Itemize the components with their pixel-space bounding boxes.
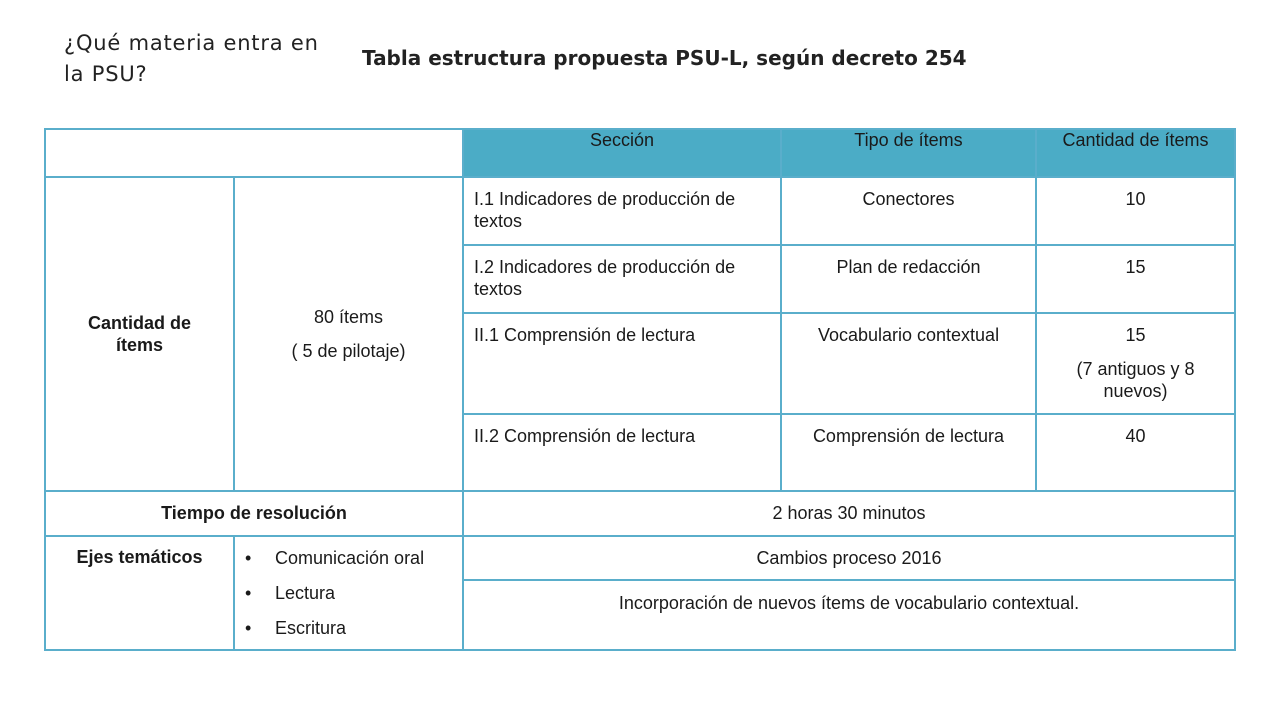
time-value: 2 horas 30 minutos (463, 491, 1235, 536)
changes-title: Cambios proceso 2016 (463, 536, 1235, 580)
table-header-row (45, 129, 1235, 177)
section-cell: I.1 Indicadores de producción de textos (463, 177, 781, 245)
cantidad-items-label-text: Cantidad de ítems (87, 313, 191, 355)
quantity-value: 40 (1125, 426, 1146, 446)
total-items: 80 ítems (313, 307, 384, 327)
header-seccion: Sección (463, 129, 781, 177)
time-row (45, 491, 1235, 536)
type-cell: Conectores (781, 177, 1036, 245)
axes-label: Ejes temáticos (45, 536, 234, 650)
list-item: • Comunicación oral (275, 547, 462, 569)
changes-text: Incorporación de nuevos ítems de vocabulario contextual. (463, 580, 1235, 650)
header-cantidad-items: Cantidad de ítems (1036, 129, 1235, 177)
slide-question: ¿Qué materia entra en la PSU? (64, 31, 319, 86)
header-empty-cell (45, 129, 463, 177)
quantity-cell (1036, 245, 1235, 313)
axes-list (235, 537, 462, 639)
table-row (45, 177, 1235, 245)
header-tipo-items: Tipo de ítems (781, 129, 1036, 177)
type-cell: Comprensión de lectura (781, 414, 1036, 491)
section-cell: I.2 Indicadores de producción de textos (463, 245, 781, 313)
section-cell: II.1 Comprensión de lectura (463, 313, 781, 414)
pilot-items: ( 5 de pilotaje) (291, 341, 406, 361)
quantity-note: (7 antiguos y 8 nuevos) (1076, 359, 1195, 401)
time-label: Tiempo de resolución (45, 491, 463, 536)
axes-list-cell (234, 536, 463, 650)
list-item: • Escritura (275, 617, 462, 639)
table-caption: Tabla estructura propuesta PSU-L, según decreto 254 (362, 46, 967, 70)
section-cell: II.2 Comprensión de lectura (463, 414, 781, 491)
total-items-cell (234, 177, 463, 491)
quantity-value: 10 (1125, 189, 1146, 209)
quantity-value: 15 (1125, 325, 1146, 345)
quantity-cell (1036, 313, 1235, 414)
quantity-cell (1036, 414, 1235, 491)
type-cell: Vocabulario contextual (781, 313, 1036, 414)
psu-structure-table (44, 128, 1236, 651)
quantity-value: 15 (1125, 257, 1146, 277)
axes-row-top (45, 536, 1235, 580)
cantidad-items-label (45, 177, 234, 491)
list-item: • Lectura (275, 582, 462, 604)
type-cell: Plan de redacción (781, 245, 1036, 313)
quantity-cell (1036, 177, 1235, 245)
